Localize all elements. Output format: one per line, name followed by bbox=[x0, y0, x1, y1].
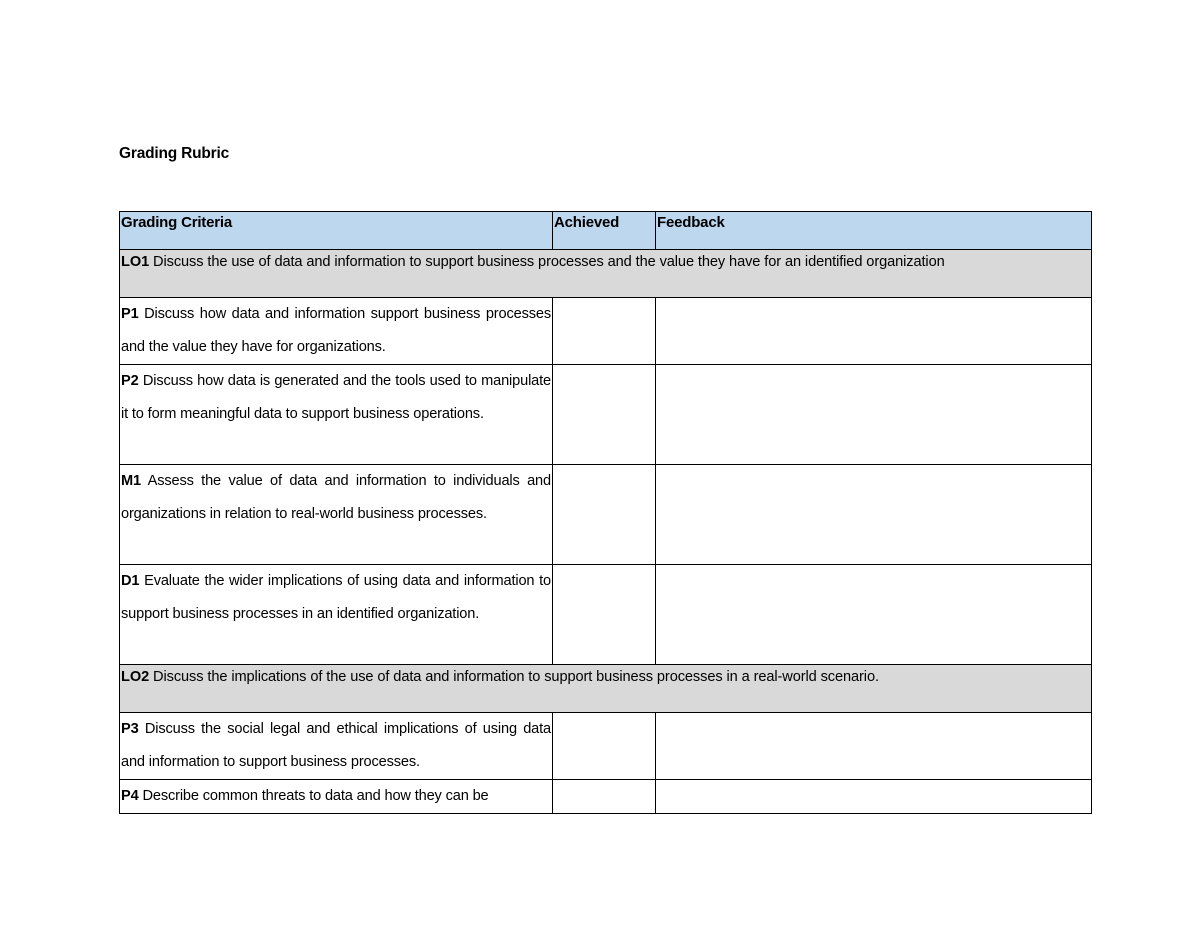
criteria-code: P3 bbox=[121, 721, 139, 737]
table-row-p3 bbox=[120, 713, 1092, 780]
criteria-text: Evaluate the wider implications of using data and information to support business processes in an identified organization. bbox=[121, 573, 551, 622]
header-feedback: Feedback bbox=[656, 212, 1092, 250]
achieved-cell[interactable] bbox=[553, 365, 656, 465]
learning-outcome-row-lo1 bbox=[120, 250, 1092, 298]
achieved-cell[interactable] bbox=[553, 713, 656, 780]
header-grading-criteria: Grading Criteria bbox=[120, 212, 553, 250]
criteria-text: Discuss the social legal and ethical implications of using data and information to support business processes. bbox=[121, 721, 551, 770]
criteria-code: P1 bbox=[121, 306, 139, 322]
table-header-row bbox=[120, 212, 1092, 250]
header-achieved: Achieved bbox=[553, 212, 656, 250]
table-row-p4 bbox=[120, 780, 1092, 814]
criteria-text: Assess the value of data and information to individuals and organizations in relation to real-world business processes. bbox=[121, 473, 551, 522]
achieved-cell[interactable] bbox=[553, 565, 656, 665]
grading-rubric-table bbox=[119, 211, 1092, 814]
outcome-code: LO1 bbox=[121, 254, 150, 270]
table-row-p2 bbox=[120, 365, 1092, 465]
feedback-cell[interactable] bbox=[656, 713, 1092, 780]
feedback-cell[interactable] bbox=[656, 465, 1092, 565]
criteria-code: P4 bbox=[121, 788, 139, 804]
criteria-cell bbox=[120, 465, 553, 565]
criteria-code: P2 bbox=[121, 373, 139, 389]
feedback-cell[interactable] bbox=[656, 780, 1092, 814]
feedback-cell[interactable] bbox=[656, 565, 1092, 665]
criteria-cell bbox=[120, 298, 553, 365]
criteria-cell bbox=[120, 780, 553, 814]
criteria-cell bbox=[120, 565, 553, 665]
table-row-p1 bbox=[120, 298, 1092, 365]
feedback-cell[interactable] bbox=[656, 298, 1092, 365]
page-title: Grading Rubric bbox=[119, 145, 230, 162]
table-row-m1 bbox=[120, 465, 1092, 565]
achieved-cell[interactable] bbox=[553, 465, 656, 565]
outcome-code: LO2 bbox=[121, 669, 150, 685]
learning-outcome-lo1 bbox=[120, 250, 1092, 298]
outcome-text: Discuss the implications of the use of data and information to support business processes in a real-world scenario. bbox=[149, 669, 879, 685]
learning-outcome-row-lo2 bbox=[120, 665, 1092, 713]
criteria-code: D1 bbox=[121, 573, 140, 589]
criteria-text: Discuss how data and information support business processes and the value they have for organizations. bbox=[121, 306, 551, 355]
criteria-text: Discuss how data is generated and the tools used to manipulate it to form meaningful data to support business operations. bbox=[121, 373, 551, 422]
criteria-cell bbox=[120, 365, 553, 465]
criteria-text: Describe common threats to data and how they can be bbox=[138, 788, 489, 804]
outcome-text: Discuss the use of data and information to support business processes and the value they have for an identified organization bbox=[149, 254, 945, 270]
table-row-d1 bbox=[120, 565, 1092, 665]
achieved-cell[interactable] bbox=[553, 780, 656, 814]
achieved-cell[interactable] bbox=[553, 298, 656, 365]
learning-outcome-lo2 bbox=[120, 665, 1092, 713]
criteria-code: M1 bbox=[121, 473, 141, 489]
feedback-cell[interactable] bbox=[656, 365, 1092, 465]
criteria-cell bbox=[120, 713, 553, 780]
